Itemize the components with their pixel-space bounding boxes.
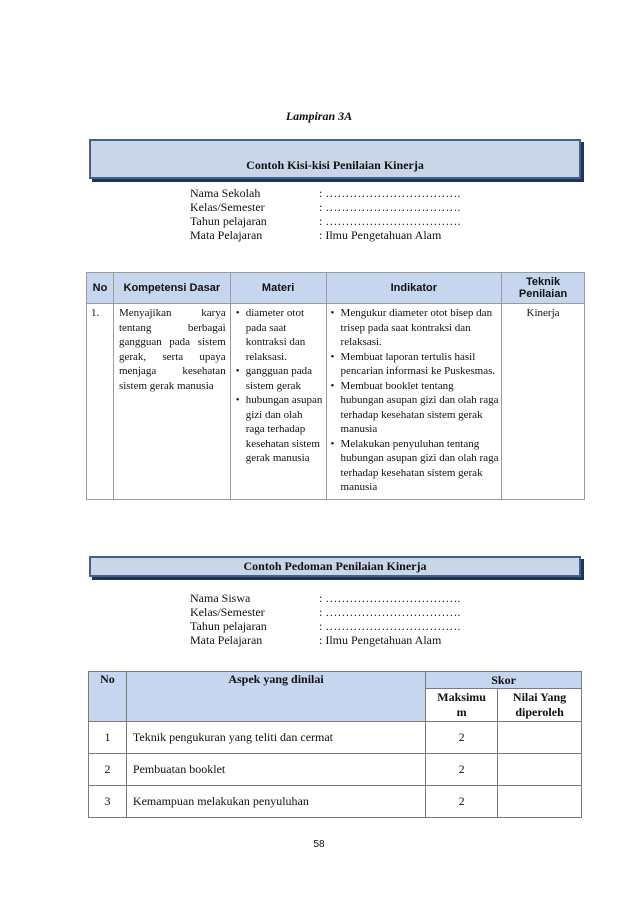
info-label: Nama Siswa <box>190 591 251 605</box>
info-value: : Ilmu Pengetahuan Alam <box>319 633 442 647</box>
info-row <box>190 214 460 228</box>
info-row <box>190 186 460 200</box>
section1-info <box>190 186 460 242</box>
info-value: : ……………………………. <box>319 200 461 214</box>
cell-kompetensi: Menyajikan karya tentang berbagai gangguan pada sistem gerak, serta upaya menjaga kesehatan sistem gerak manusia <box>113 304 230 500</box>
header-teknik: Teknik Penilaian <box>502 273 585 304</box>
cell-maksimum: 2 <box>426 754 498 786</box>
header-no: No <box>87 273 114 304</box>
info-label: Kelas/Semester <box>190 200 265 214</box>
section2-title: Contoh Pedoman Penilaian Kinerja <box>243 559 427 573</box>
header-skor: Skor <box>426 672 582 689</box>
info-row <box>190 633 460 647</box>
table-header-row <box>87 273 585 304</box>
cell-aspek: Teknik pengukuran yang teliti dan cermat <box>126 722 425 754</box>
info-value: : ……………………………. <box>319 591 461 605</box>
list-item: • Mengukur diameter otot bisep dan trisep pada saat kontraksi dan relaksasi. <box>331 306 500 350</box>
cell-no: 2 <box>89 754 127 786</box>
header-no: No <box>89 672 127 722</box>
cell-materi <box>230 304 326 500</box>
header-indikator: Indikator <box>326 273 502 304</box>
info-row <box>190 605 460 619</box>
cell-nilai[interactable] <box>498 786 582 818</box>
list-item: • gangguan pada sistem gerak <box>236 364 324 393</box>
list-item: • hubungan asupan gizi dan olah raga terhadap kesehatan sistem gerak manusia <box>236 393 324 466</box>
header-nilai: Nilai Yang diperoleh <box>498 689 582 722</box>
info-value: : ……………………………. <box>319 605 461 619</box>
table-row <box>87 304 585 500</box>
list-item: • Membuat booklet tentang hubungan asupan gizi dan olah raga terhadap kesehatan sistem gerak manusia <box>331 379 500 437</box>
info-row <box>190 228 460 242</box>
list-item: • diameter otot pada saat kontraksi dan relaksasi. <box>236 306 324 364</box>
info-row <box>190 200 460 214</box>
cell-indikator <box>326 304 502 500</box>
info-value: : ……………………………. <box>319 214 461 228</box>
list-item: • Membuat laporan tertulis hasil pencarian informasi ke Puskesmas. <box>331 350 500 379</box>
table-row <box>89 754 582 786</box>
header-aspek: Aspek yang dinilai <box>126 672 425 722</box>
header-maksimum-label: Maksimum <box>437 690 486 719</box>
info-label: Nama Sekolah <box>190 186 261 200</box>
pedoman-table <box>88 671 582 818</box>
info-label: Tahun pelajaran <box>190 619 267 633</box>
cell-teknik: Kinerja <box>502 304 585 500</box>
header-kompetensi: Kompetensi Dasar <box>113 273 230 304</box>
table-row <box>89 786 582 818</box>
cell-aspek: Kemampuan melakukan penyuluhan <box>126 786 425 818</box>
info-value: : Ilmu Pengetahuan Alam <box>319 228 442 242</box>
cell-no: 1. <box>87 304 114 500</box>
cell-aspek: Pembuatan booklet <box>126 754 425 786</box>
cell-nilai[interactable] <box>498 722 582 754</box>
header-maksimum <box>426 689 498 722</box>
section2-info <box>190 591 460 647</box>
section1-title: Contoh Kisi-kisi Penilaian Kinerja <box>246 158 424 172</box>
info-row <box>190 619 460 633</box>
page-number: 58 <box>313 839 325 850</box>
cell-no: 1 <box>89 722 127 754</box>
info-row <box>190 591 460 605</box>
header-materi: Materi <box>230 273 326 304</box>
cell-maksimum: 2 <box>426 722 498 754</box>
cell-maksimum: 2 <box>426 786 498 818</box>
appendix-label: Lampiran 3A <box>285 109 353 123</box>
list-item: • Melakukan penyuluhan tentang hubungan asupan gizi dan olah raga terhadap kesehatan sistem gerak manusia <box>331 437 500 495</box>
info-label: Kelas/Semester <box>190 605 265 619</box>
indikator-list <box>331 306 500 495</box>
kisi-kisi-table <box>86 272 585 500</box>
table-row <box>89 722 582 754</box>
info-value: : ……………………………. <box>319 186 461 200</box>
info-label: Mata Pelajaran <box>190 633 263 647</box>
info-label: Tahun pelajaran <box>190 214 267 228</box>
table-header-row <box>89 672 582 689</box>
info-value: : ……………………………. <box>319 619 461 633</box>
cell-nilai[interactable] <box>498 754 582 786</box>
section2-title-box <box>89 556 581 577</box>
materi-list <box>236 306 324 466</box>
info-label: Mata Pelajaran <box>190 228 263 242</box>
cell-no: 3 <box>89 786 127 818</box>
section1-title-box <box>89 139 581 179</box>
